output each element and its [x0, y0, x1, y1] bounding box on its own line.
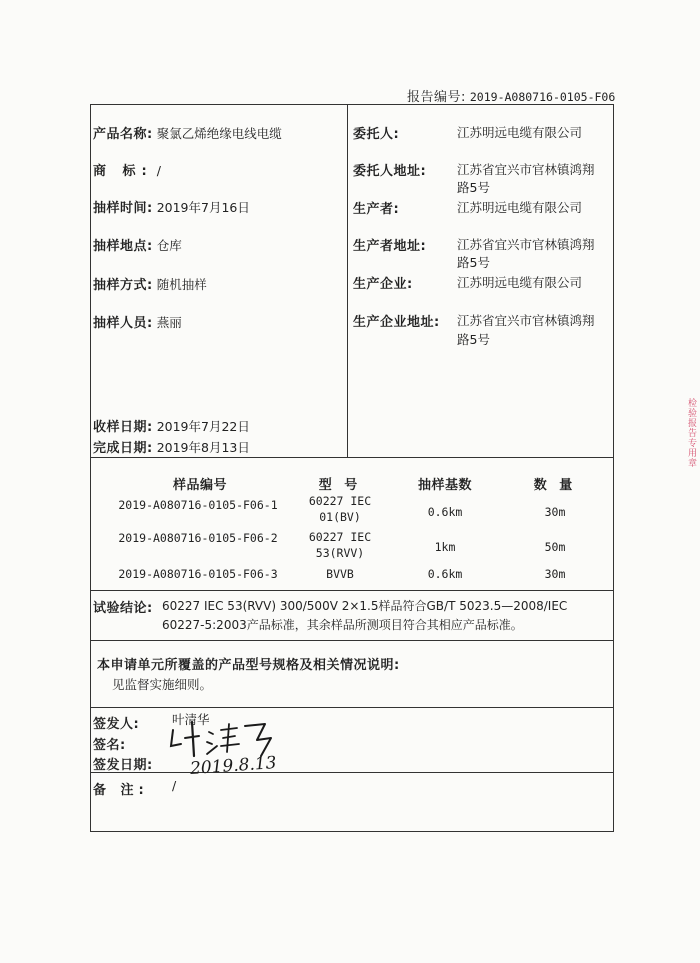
field-producer-address-value2: 路5号 [457, 255, 490, 270]
field-value: 仓库 [156, 238, 182, 253]
samples-header-qty: 数 量 [533, 478, 577, 493]
divider-samples-conclusion [90, 590, 614, 591]
signature-label: 签名: [93, 738, 126, 753]
divider-coverage-sign [90, 707, 614, 708]
field-label: 抽样人员: [93, 316, 153, 331]
report-number-value: 2019-A080716-0105-F06 [469, 90, 616, 104]
field-label: 抽样地点: [93, 239, 153, 254]
report-number-label: 报告编号: [407, 90, 466, 105]
sample-1-model-line1: 60227 IEC [308, 494, 372, 508]
edge-stamp-fragment: 检验报告专用章 [686, 398, 696, 468]
sample-2-model-line2: 53(RVV) [315, 546, 365, 560]
field-producer-label: 生产者: [353, 202, 400, 217]
field-value: 2019年7月16日 [156, 200, 250, 215]
samples-header-base: 抽样基数 [417, 478, 472, 493]
field-enterprise-address-value2: 路5号 [457, 332, 490, 347]
field-client-label: 委托人: [353, 127, 400, 142]
divider-conclusion-coverage [90, 640, 614, 641]
field-value: 聚氯乙烯绝缘电线电缆 [156, 126, 282, 141]
sample-1-model-line2: 01(BV) [319, 510, 361, 524]
field-value: / [156, 163, 161, 178]
sample-2-base: 1km [434, 540, 456, 554]
field-value: 2019年8月13日 [156, 440, 250, 455]
field-producer-address-value: 江苏省宜兴市官林镇鸿翔 [457, 237, 595, 252]
field-sampling-time [93, 197, 250, 216]
field-sampling-person [93, 312, 182, 331]
sample-2-model-line1: 60227 IEC [308, 530, 372, 544]
sample-3-base: 0.6km [427, 567, 463, 581]
field-producer-value: 江苏明远电缆有限公司 [457, 200, 583, 215]
divider-sign-remark [90, 772, 614, 773]
issuer-name: 叶清华 [172, 712, 210, 727]
sample-2-qty: 50m [544, 540, 566, 554]
field-label: 产品名称: [93, 127, 153, 142]
issuer-label: 签发人: [93, 717, 140, 732]
sign-date-label: 签发日期: [93, 758, 153, 773]
field-label: 商 标: [93, 164, 153, 179]
field-received-date [93, 416, 250, 435]
field-trademark [93, 160, 161, 179]
field-enterprise-address-label: 生产企业地址: [353, 315, 440, 330]
info-column-divider [347, 104, 348, 457]
sample-1-qty: 30m [544, 505, 566, 519]
field-label: 收样日期: [93, 420, 153, 435]
sign-date-handwritten: 2019.8.13 [189, 753, 278, 779]
field-product-name [93, 123, 282, 142]
field-client-address-value: 江苏省宜兴市官林镇鸿翔 [457, 162, 595, 177]
field-label: 抽样方式: [93, 278, 153, 293]
field-value: 2019年7月22日 [156, 419, 250, 434]
sample-3-qty: 30m [544, 567, 566, 581]
conclusion-label: 试验结论: [93, 601, 153, 616]
field-enterprise-value: 江苏明远电缆有限公司 [457, 275, 583, 290]
field-completed-date [93, 437, 250, 456]
field-client-value: 江苏明远电缆有限公司 [457, 125, 583, 140]
field-client-address-label: 委托人地址: [353, 164, 427, 179]
sample-1-id: 2019-A080716-0105-F06-1 [118, 498, 278, 512]
field-value: 随机抽样 [156, 277, 207, 292]
field-label: 完成日期: [93, 441, 153, 456]
remark-label: 备 注: [93, 783, 149, 798]
divider-info-samples [90, 457, 614, 458]
coverage-body: 见监督实施细则。 [112, 677, 213, 692]
samples-header-id: 样品编号 [172, 478, 227, 493]
field-value: 燕丽 [156, 315, 182, 330]
sample-3-model-line1: BVVB [326, 567, 354, 581]
conclusion-line2: 60227-5:2003产品标准，其余样品所测项目符合其相应产品标准。 [162, 618, 523, 632]
field-sampling-location [93, 235, 182, 254]
field-enterprise-address-value: 江苏省宜兴市官林镇鸿翔 [457, 313, 595, 328]
field-producer-address-label: 生产者地址: [353, 239, 427, 254]
sample-2-id: 2019-A080716-0105-F06-2 [118, 531, 278, 545]
sample-1-base: 0.6km [427, 505, 463, 519]
samples-header-model: 型 号 [318, 478, 362, 493]
sample-3-id: 2019-A080716-0105-F06-3 [118, 567, 278, 581]
remark-value: / [172, 778, 177, 793]
field-client-address-value2: 路5号 [457, 180, 490, 195]
report-number [407, 86, 615, 105]
field-enterprise-label: 生产企业: [353, 277, 413, 292]
conclusion-line1: 60227 IEC 53(RVV) 300/500V 2×1.5样品符合GB/T 5023.5—2008/IEC [162, 599, 568, 613]
coverage-title: 本申请单元所覆盖的产品型号规格及相关情况说明: [97, 658, 400, 673]
field-label: 抽样时间: [93, 201, 153, 216]
field-sampling-method [93, 274, 207, 293]
